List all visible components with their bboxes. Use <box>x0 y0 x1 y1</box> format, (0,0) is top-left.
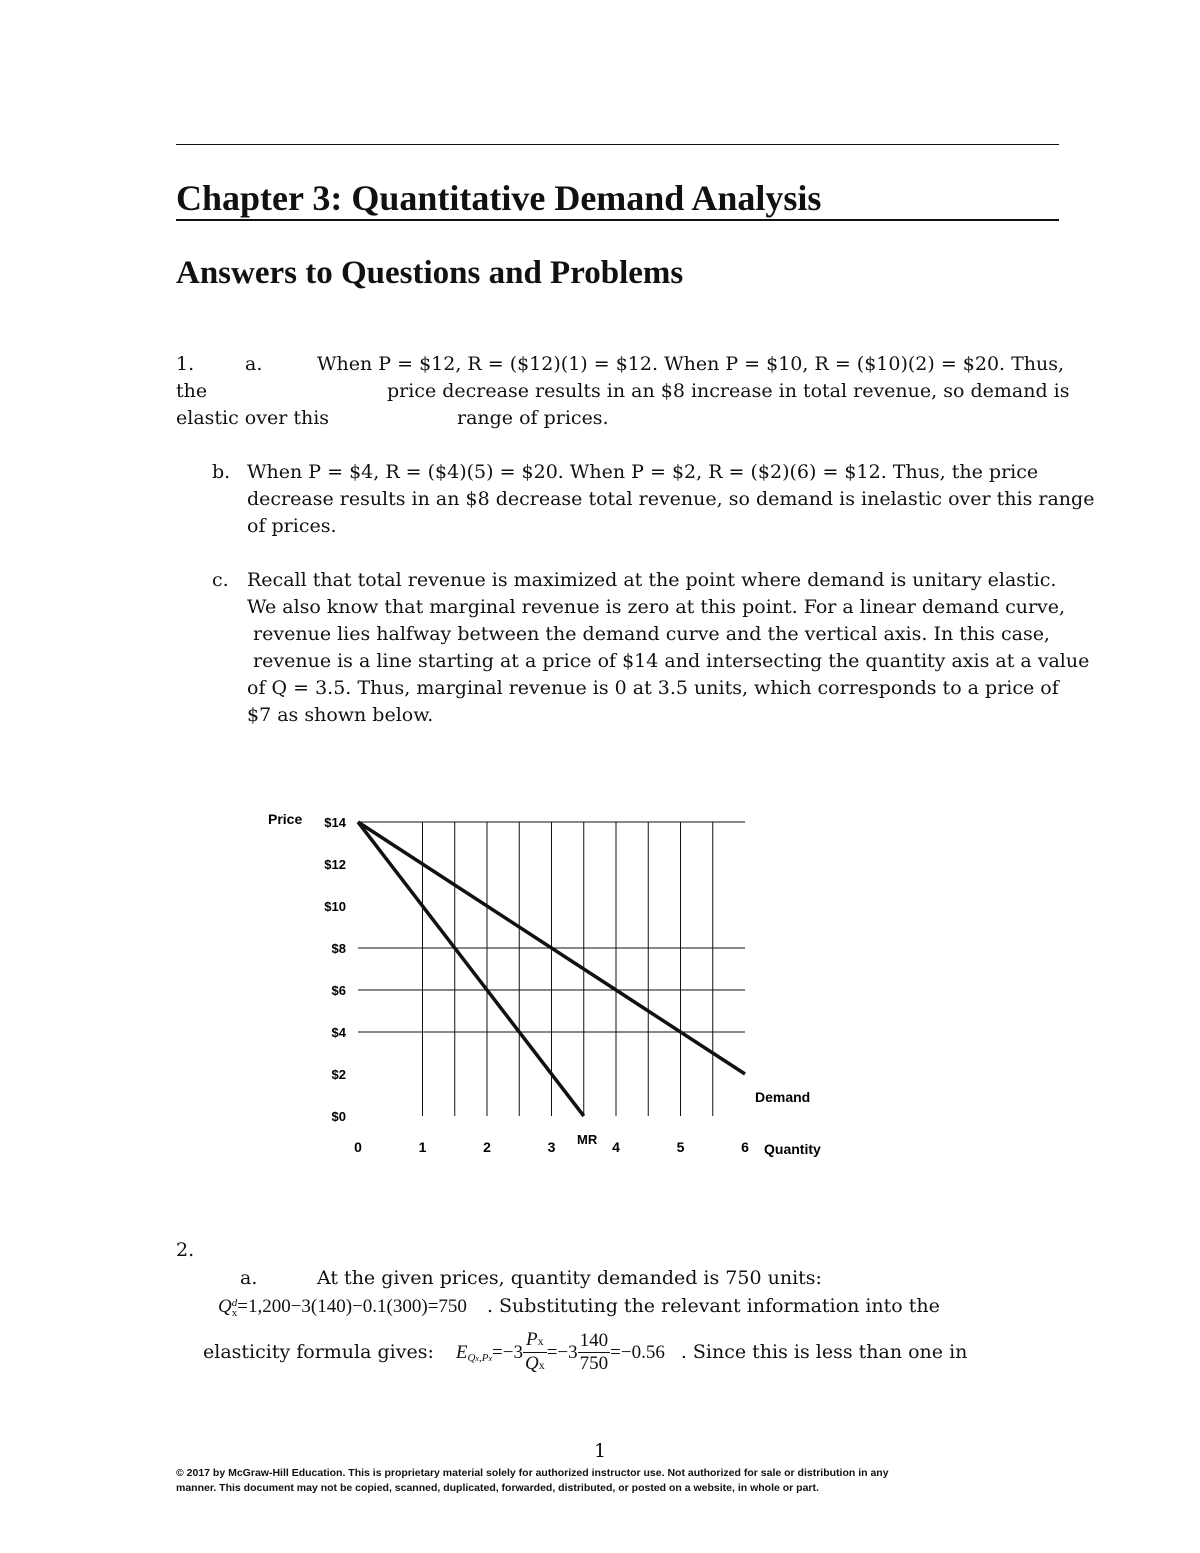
eq-fraction <box>523 1329 547 1376</box>
demand-equation <box>218 1296 467 1317</box>
page-number: 1 <box>593 1440 607 1462</box>
q2a-line: . Substituting the relevant information into the <box>486 1295 940 1317</box>
chart-y-tick-label: $12 <box>324 857 346 872</box>
chart-y-tick-label: $14 <box>324 815 346 830</box>
chart-y-tick-label: $10 <box>324 899 346 914</box>
eq-p-symbol: P <box>526 1328 538 1350</box>
q2a-line: At the given prices, quantity demanded is 750 units: <box>317 1267 822 1289</box>
q2a-label: a. <box>240 1267 258 1289</box>
eq-fraction <box>578 1330 611 1375</box>
chart-y-tick-label: $2 <box>331 1067 346 1082</box>
eq-subscript: Q <box>467 1351 476 1364</box>
copyright-footer <box>176 1466 1056 1496</box>
chart-grid-vertical <box>423 822 713 1116</box>
chart-x-tick-label: 0 <box>354 1139 362 1155</box>
elasticity-equation <box>456 1329 665 1376</box>
eq-q-symbol: Q <box>218 1296 232 1317</box>
q1a-line-left: elastic over this <box>176 407 330 429</box>
eq-e-symbol: E <box>455 1341 468 1363</box>
q2a-equation-line <box>218 1293 940 1320</box>
mr-series-label: MR <box>577 1132 598 1147</box>
chart-x-tick-label: 1 <box>418 1139 427 1155</box>
q1a-label: a. <box>245 353 263 375</box>
chart-y-tick-label: $0 <box>331 1109 346 1124</box>
q1c-label: c. <box>212 569 229 591</box>
chapter-title: Chapter 3: Quantitative Demand Analysis <box>176 178 822 218</box>
eq-subscript: x <box>537 1333 544 1348</box>
eq-rhs: =1,200−3(140)−0.1(300)=750 <box>237 1296 467 1317</box>
chart-x-tick-label: 4 <box>612 1139 620 1155</box>
chart-x-tick-label: 5 <box>676 1139 685 1155</box>
eq-subscript: x <box>475 1353 479 1363</box>
q2-number: 2. <box>176 1239 195 1261</box>
chart-y-axis-label: Price <box>268 811 303 827</box>
footer-line: manner. This document may not be copied, scanned, duplicated, forwarded, distributed, or posted on a website, in whole or part. <box>176 1482 819 1494</box>
eq-term: =−3 <box>546 1341 578 1363</box>
q1a-line-right: range of prices. <box>457 407 609 429</box>
q1c-line: revenue lies halfway between the demand curve and the vertical axis. In this case, <box>247 623 1050 645</box>
chart-x-tick-label: 6 <box>741 1139 749 1155</box>
eq-term: =−3 <box>492 1341 523 1363</box>
chart-y-tick-label: $6 <box>331 983 346 998</box>
eq-denominator: 750 <box>579 1352 609 1374</box>
chart-x-ticks <box>354 1139 749 1155</box>
eq-subscript: x <box>538 1357 545 1372</box>
chart-series-line-1 <box>358 822 584 1116</box>
eq-superscript: d <box>231 1296 238 1309</box>
q1b-line: of prices. <box>247 515 337 537</box>
q2a-line: . Since this is less than one in <box>680 1340 968 1363</box>
footer-line: © 2017 by McGraw-Hill Education. This is proprietary material solely for authorized instructor use. Not authorized for sale or distribution in any <box>176 1467 889 1479</box>
q2a-elasticity-line <box>203 1322 967 1382</box>
section-title: Answers to Questions and Problems <box>176 255 684 291</box>
q1c-line: revenue is a line starting at a price of $14 and intersecting the quantity axis at a value <box>247 650 1090 672</box>
q1-number: 1. <box>176 353 195 375</box>
chart-x-tick-label: 2 <box>483 1139 491 1155</box>
eq-subscript: x <box>231 1306 238 1319</box>
q2a-line: elasticity formula gives: <box>203 1340 434 1363</box>
demand-series-label: Demand <box>755 1089 811 1105</box>
q1a-line-right: price decrease results in an $8 increase in total revenue, so demand is <box>387 380 1070 402</box>
eq-q-symbol: Q <box>524 1352 539 1374</box>
chart-x-tick-label: 3 <box>547 1139 556 1155</box>
eq-subscript: ,P <box>478 1351 489 1364</box>
chart-y-tick-label: $4 <box>331 1025 346 1040</box>
q1c-line: Recall that total revenue is maximized at the point where demand is unitary elastic. <box>247 569 1057 591</box>
eq-numerator: 140 <box>579 1329 609 1351</box>
chart-y-tick-label: $8 <box>331 941 346 956</box>
eq-term: =−0.56 <box>610 1341 665 1363</box>
q1c-line: We also know that marginal revenue is zero at this point. For a linear demand curve, <box>247 596 1066 618</box>
q1b-line: When P = $4, R = ($4)(5) = $20. When P = $2, R = ($2)(6) = $12. Thus, the price <box>247 461 1039 483</box>
chart-y-ticks <box>324 815 346 1124</box>
q1b-line: decrease results in an $8 decrease total revenue, so demand is inelastic over this range <box>247 488 1095 510</box>
q1c-line: of Q = 3.5. Thus, marginal revenue is 0 at 3.5 units, which corresponds to a price of <box>247 677 1059 699</box>
q1a-line: When P = $12, R = ($12)(1) = $12. When P = $10, R = ($10)(2) = $20. Thus, <box>317 353 1065 375</box>
q1b-label: b. <box>212 461 231 483</box>
q1c-line: $7 as shown below. <box>247 704 434 726</box>
eq-subscript: x <box>488 1353 493 1363</box>
chart-x-axis-label: Quantity <box>764 1141 821 1157</box>
q1a-line-left: the <box>176 380 208 402</box>
